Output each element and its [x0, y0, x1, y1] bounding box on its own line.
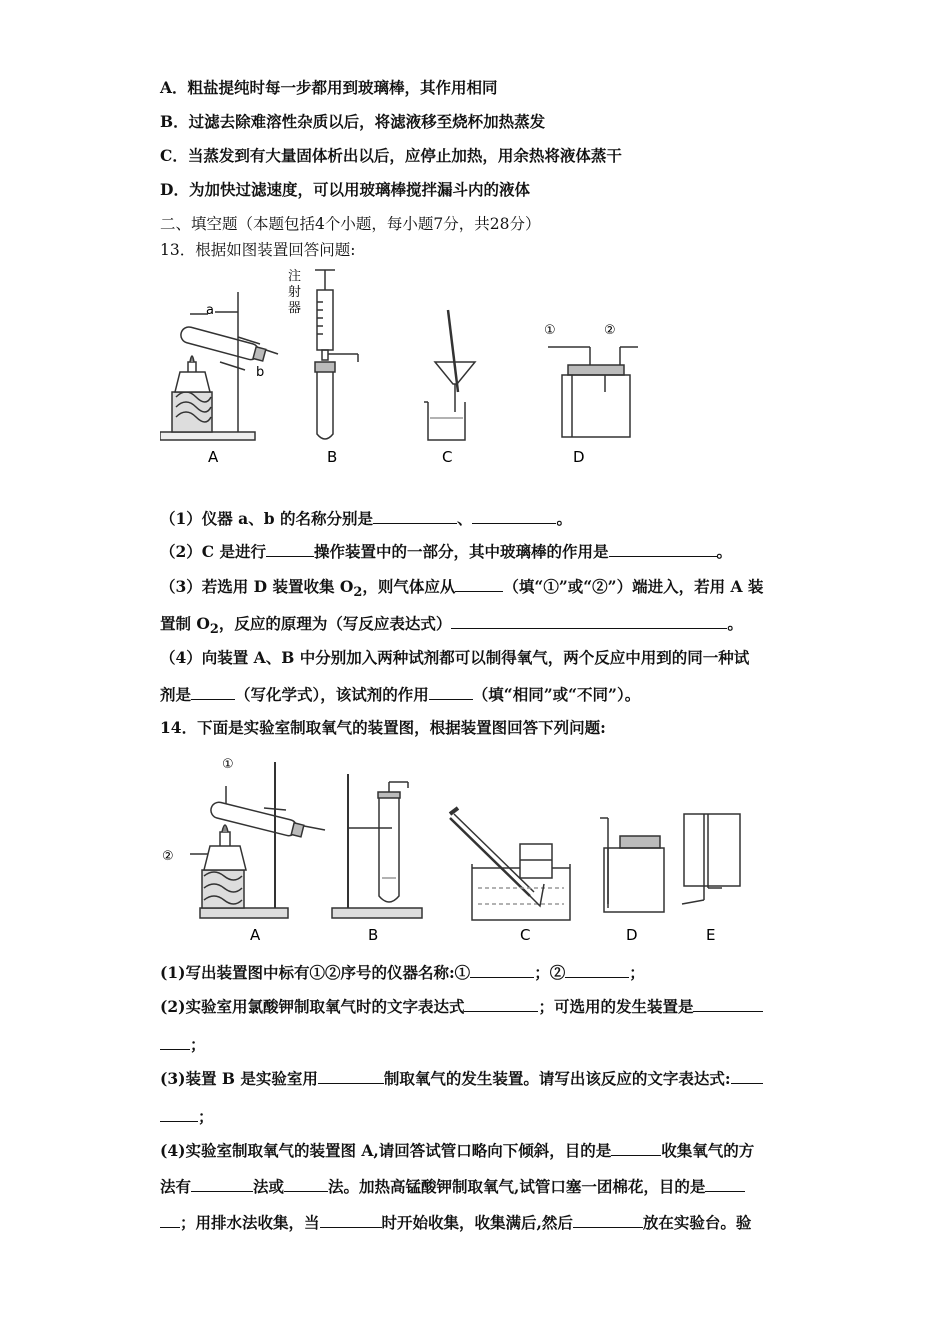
blank[interactable] [609, 541, 717, 557]
alcohol-lamp [175, 372, 210, 392]
q13-part3-line1: （3）若选用 D 装置收集 $O_2$，则气体应从 （填“①”或“②”）端进入，若用 A 装 [160, 577, 764, 601]
apparatus-b-label: B [327, 448, 338, 466]
blank[interactable] [693, 996, 763, 1012]
blank[interactable] [160, 1034, 190, 1050]
q14-part4-line3: ；用排水法收集，当 时开始收集，收集满后,然后 放在实验台。验 [160, 1212, 751, 1233]
blank[interactable] [573, 1212, 643, 1228]
blank[interactable] [318, 1068, 384, 1084]
syringe-barrel [317, 290, 333, 350]
q14-part2-line2: ； [160, 1034, 206, 1055]
q13-part4-line2: 剂是 （写化学式），该试剂的作用 （填“相同”或“不同”）。 [160, 685, 641, 704]
apparatus-a-label: A [208, 448, 219, 466]
apparatus-b-label: B [368, 926, 379, 944]
option-d: D．为加快过滤速度，可以用玻璃棒搅拌漏斗内的液体 [160, 180, 530, 199]
blank[interactable] [429, 684, 473, 700]
question-13-stem: 13．根据如图装置回答问题: [160, 241, 356, 259]
q14-apparatus-diagram [160, 748, 750, 948]
option-c: C．当蒸发到有大量固体析出以后，应停止加热，用余热将液体蒸干 [160, 146, 622, 165]
stand-base-a [160, 432, 255, 440]
blank[interactable] [705, 1176, 745, 1192]
blank[interactable] [731, 1068, 763, 1084]
q14-part4-line2: 法有 法或 法。加热高锰酸钾制取氧气,试管口塞一团棉花，目的是 [160, 1176, 745, 1197]
question-14-stem: 14．下面是实验室制取氧气的装置图，根据装置图回答下列问题: [160, 718, 606, 737]
apparatus-e-label: E [706, 926, 716, 944]
port-1-label: ① [544, 323, 556, 338]
q14-figure [160, 748, 750, 948]
blank[interactable] [191, 684, 235, 700]
label-b: b [256, 365, 265, 380]
blank[interactable] [455, 576, 503, 592]
blank[interactable] [565, 962, 629, 978]
section-title: 二、填空题（本题包括4个小题，每小题7分，共28分） [160, 215, 541, 233]
apparatus-a-label: A [250, 926, 261, 944]
q13-apparatus-diagram [160, 262, 640, 472]
blank[interactable] [160, 1212, 180, 1228]
apparatus-d-label: D [626, 926, 638, 944]
option-b: B．过滤去除难溶性杂质以后，将滤液移至烧杯加热蒸发 [160, 112, 546, 131]
blank[interactable] [284, 1176, 328, 1192]
q13-part3-line2: 置制 $O_2$，反应的原理为（写反应表达式） 。 [160, 614, 743, 638]
apparatus-c-label: C [520, 926, 531, 944]
port-2-label: ② [604, 323, 616, 338]
q13-part4-line1: （4）向装置 A、B 中分别加入两种试剂都可以制得氧气，两个反应中用到的同一种试 [160, 648, 750, 667]
blank[interactable] [464, 996, 538, 1012]
numbered-label-2: ② [162, 849, 174, 864]
q14-part3-line1: (3)装置 B 是实验室用 制取氧气的发生装置。请写出该反应的文字表达式: [160, 1068, 763, 1089]
q13-part2: （2）C 是进行 操作装置中的一部分，其中玻璃棒的作用是 。 [160, 542, 733, 561]
blank[interactable] [373, 508, 457, 524]
q14-part2-line1: (2)实验室用氯酸钾制取氧气时的文字表达式 ；可选用的发生装置是 [160, 996, 763, 1017]
blank[interactable] [451, 613, 727, 629]
blank[interactable] [472, 508, 556, 524]
apparatus-c-label: C [442, 448, 453, 466]
q13-part1: （1）仪器 a、b 的名称分别是 、 。 [160, 509, 572, 528]
beaker [428, 402, 465, 440]
numbered-label-1: ① [222, 757, 234, 772]
blank[interactable] [266, 541, 314, 557]
syringe-label: 注射器 [288, 269, 302, 316]
q14-part4-line1: (4)实验室制取氧气的装置图 A,请回答试管口略向下倾斜，目的是 收集氧气的方 [160, 1141, 755, 1160]
apparatus-d-label: D [573, 448, 585, 466]
blank[interactable] [160, 1106, 198, 1122]
q13-figure [160, 262, 640, 472]
test-tube-b [317, 372, 333, 439]
blank[interactable] [470, 962, 534, 978]
label-a: a [206, 303, 214, 318]
blank[interactable] [611, 1140, 661, 1156]
option-a: A．粗盐提纯时每一步都用到玻璃棒，其作用相同 [160, 78, 498, 97]
q14-part3-line2: ； [160, 1106, 214, 1127]
blank[interactable] [320, 1212, 382, 1228]
blank[interactable] [191, 1176, 253, 1192]
q14-part1: (1)写出装置图中标有①②序号的仪器名称:① ；② ； [160, 963, 645, 982]
